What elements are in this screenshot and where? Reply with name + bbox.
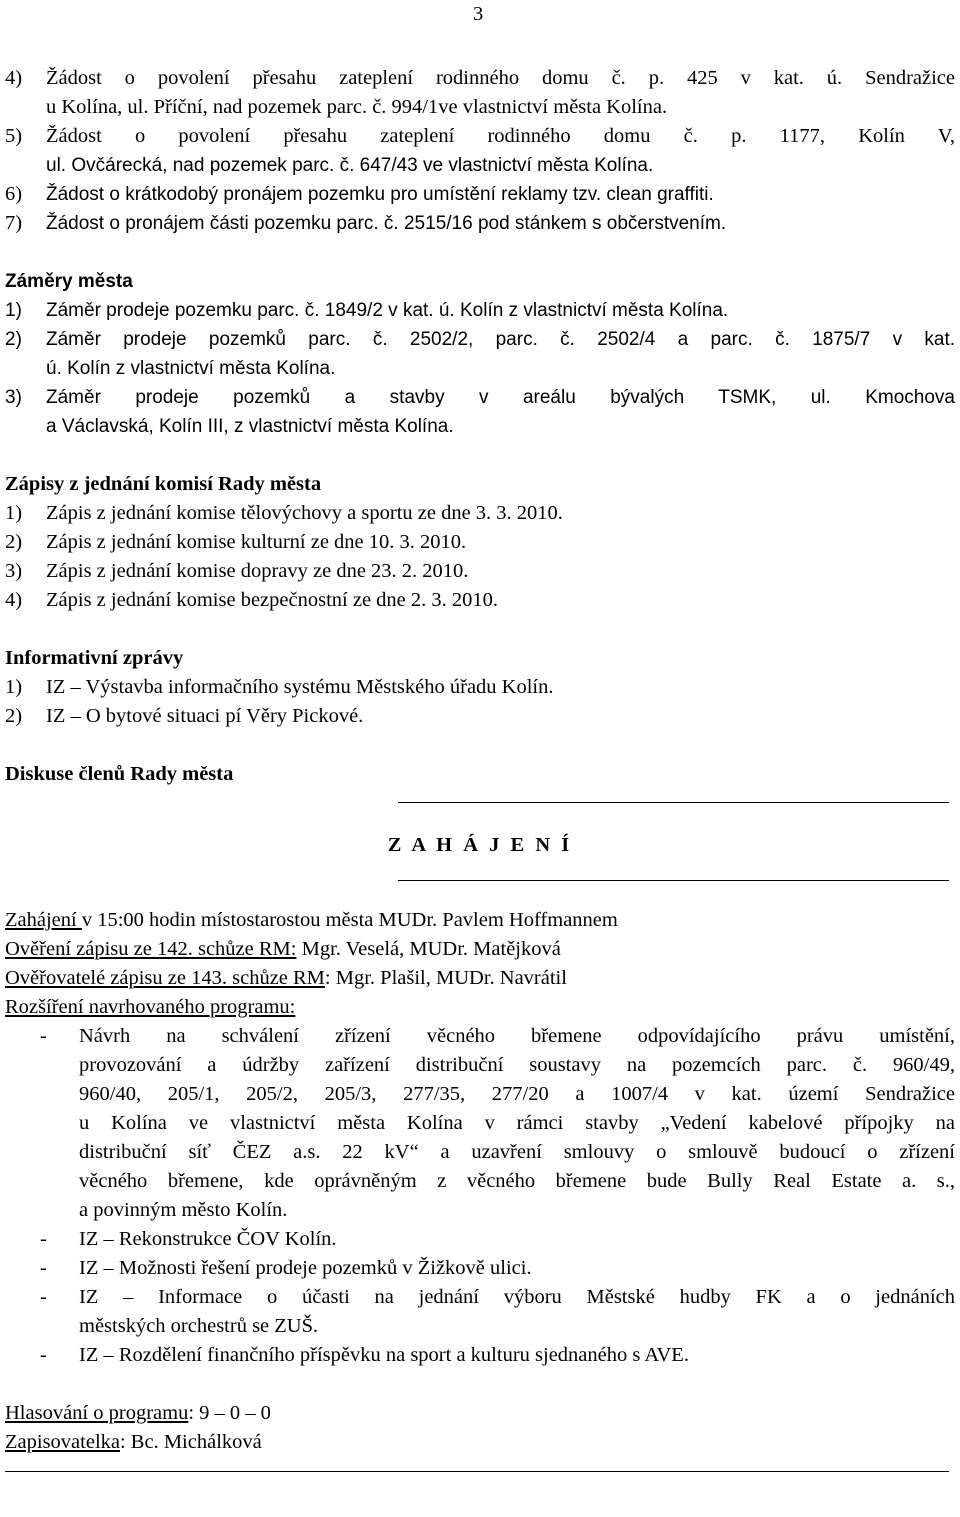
zahajeni-label: Zahájení <box>5 909 82 931</box>
item-text-line: Návrh na schválení zřízení věcného břemene odpovídajícího právu umístění, <box>79 1025 955 1047</box>
item-text-block <box>46 383 955 441</box>
item-text-line: ul. Ovčárecká, nad pozemek parc. č. 647/43 ve vlastnictví města Kolína. <box>46 155 654 176</box>
item-text-line: u Kolína ve vlastnictví města Kolína v rámci stavby „Vedení kabelové přípojky na <box>79 1112 955 1134</box>
item-dash: - <box>40 1025 47 1047</box>
section-heading-zapisy: Zápisy z jednání komisí Rady města <box>5 473 322 495</box>
zahajeni-title: Z A H Á J E N Í <box>387 834 573 856</box>
item-text-line: IZ – Rekonstrukce ČOV Kolín. <box>79 1228 337 1250</box>
item-text-line: městských orchestrů se ZUŠ. <box>79 1315 319 1337</box>
spacer <box>5 1370 955 1399</box>
agenda-extension-item <box>5 1283 955 1341</box>
horizontal-rule <box>398 860 949 881</box>
hlasovani-value: : 9 – 0 – 0 <box>188 1402 271 1424</box>
section-heading-diskuse: Diskuse členů Rady města <box>5 763 234 785</box>
item-text-line: IZ – Rozdělení finančního příspěvku na sport a kulturu sjednaného s AVE. <box>79 1344 689 1366</box>
zapisovatelka-line <box>5 1428 955 1457</box>
overovatele-value: : Mgr. Plašil, MUDr. Navrátil <box>324 967 567 989</box>
item-text-line: distribuční síť ČEZ a.s. 22 kV“ a uzavření smlouvy o smlouvě budoucí o zřízení <box>79 1141 955 1163</box>
item-number: 3) <box>5 560 23 582</box>
item-text-line: IZ – O bytové situaci pí Věry Pickové. <box>46 705 364 727</box>
item-text-line: Zápis z jednání komise dopravy ze dne 23. 2. 2010. <box>46 560 469 582</box>
zahajeni-value: v 15:00 hodin místostarostou města MUDr. Pavlem Hoffmannem <box>81 909 618 931</box>
zahajeni-line <box>5 906 955 935</box>
overovatele-label: Ověřovatelé zápisu ze 143. schůze RM <box>5 967 325 989</box>
horizontal-rule <box>5 1457 949 1472</box>
horizontal-rule <box>398 789 949 803</box>
spacer <box>5 881 955 906</box>
spacer <box>5 803 955 831</box>
item-number: 4) <box>5 67 23 89</box>
item-text-line: a povinným město Kolín. <box>79 1199 288 1221</box>
item-dash: - <box>40 1228 47 1250</box>
minutes-item <box>5 586 955 615</box>
item-text-line: Zápis z jednání komise bezpečnostní ze dne 2. 3. 2010. <box>46 589 499 611</box>
agenda-extension-list <box>5 1022 955 1370</box>
overeni-value: Mgr. Veselá, MUDr. Matějková <box>296 938 561 960</box>
item-text-line: IZ – Výstavba informačního systému Městského úřadu Kolín. <box>46 676 554 698</box>
item-dash: - <box>40 1344 47 1366</box>
item-text-line: u Kolína, ul. Příční, nad pozemek parc. č. 994/1ve vlastnictví města Kolína. <box>46 96 668 118</box>
item-number: 3) <box>5 387 22 408</box>
zapisovatelka-label: Zapisovatelka <box>5 1431 120 1453</box>
item-text-line: a Václavská, Kolín III, z vlastnictví města Kolína. <box>46 416 454 437</box>
hlasovani-label: Hlasování o programu <box>5 1402 189 1424</box>
item-number: 6) <box>5 183 23 205</box>
minutes-item <box>5 528 955 557</box>
item-text-line: provozování a údržby zařízení distribuční soustavy na pozemcích parc. č. 960/49, <box>79 1054 955 1076</box>
intent-item <box>5 383 955 441</box>
intent-item <box>5 296 955 325</box>
item-dash: - <box>40 1286 47 1308</box>
hlasovani-line <box>5 1399 955 1428</box>
item-number: 2) <box>5 705 23 727</box>
request-item <box>5 180 955 209</box>
request-item <box>5 209 955 238</box>
item-dash: - <box>40 1257 47 1279</box>
item-number: 2) <box>5 531 23 553</box>
minutes-list <box>5 499 955 615</box>
item-text-line: Žádost o povolení přesahu zateplení rodinného domu č. p. 425 v kat. ú. Sendražice <box>46 67 955 89</box>
item-text-line: Záměr prodeje pozemků parc. č. 2502/2, parc. č. 2502/4 a parc. č. 1875/7 v kat. <box>46 329 955 350</box>
item-text-block <box>46 122 955 180</box>
item-text-line: Zápis z jednání komise kulturní ze dne 10. 3. 2010. <box>46 531 467 553</box>
spacer <box>5 238 955 267</box>
item-number: 2) <box>5 329 22 350</box>
item-number: 5) <box>5 125 23 147</box>
agenda-extension-item <box>5 1022 955 1225</box>
item-text-block <box>46 64 955 122</box>
request-list <box>5 64 955 238</box>
item-text-line: 960/40, 205/1, 205/2, 205/3, 277/35, 277/20 a 1007/4 v kat. území Sendražice <box>79 1083 955 1105</box>
overovatele-line <box>5 964 955 993</box>
item-number: 1) <box>5 300 22 321</box>
request-item <box>5 122 955 180</box>
item-text-line: ú. Kolín z vlastnictví města Kolína. <box>46 358 336 379</box>
section-heading-zamery: Záměry města <box>5 271 133 292</box>
agenda-extension-item <box>5 1341 955 1370</box>
item-number: 7) <box>5 212 23 234</box>
item-text-line: Žádost o krátkodobý pronájem pozemku pro umístění reklamy tzv. clean graffiti. <box>46 184 714 205</box>
spacer <box>5 731 955 760</box>
item-number: 1) <box>5 502 23 524</box>
item-text-line: Záměr prodeje pozemku parc. č. 1849/2 v kat. ú. Kolín z vlastnictví města Kolína. <box>46 300 729 321</box>
page-content <box>5 64 955 1472</box>
item-text-line: IZ – Informace o účasti na jednání výboru Městské hudby FK a o jednáních <box>79 1286 955 1308</box>
overeni-label: Ověření zápisu ze 142. schůze RM: <box>5 938 297 960</box>
request-item <box>5 64 955 122</box>
intent-list <box>5 296 955 441</box>
info-report-item <box>5 702 955 731</box>
agenda-extension-item <box>5 1225 955 1254</box>
rozsireni-label: Rozšíření navrhovaného programu: <box>5 996 296 1018</box>
zapisovatelka-value: : Bc. Michálková <box>119 1431 262 1453</box>
item-text-line: IZ – Možnosti řešení prodeje pozemků v Žižkově ulici. <box>79 1257 532 1279</box>
item-text-block <box>79 1283 955 1341</box>
agenda-extension-item <box>5 1254 955 1283</box>
item-text-line: Záměr prodeje pozemků a stavby v areálu bývalých TSMK, ul. Kmochova <box>46 387 955 408</box>
info-report-item <box>5 673 955 702</box>
info-report-list <box>5 673 955 731</box>
item-number: 4) <box>5 589 23 611</box>
section-heading-informativni: Informativní zprávy <box>5 647 184 669</box>
page-number: 3 <box>473 3 484 25</box>
item-number: 1) <box>5 676 23 698</box>
minutes-item <box>5 557 955 586</box>
intent-item <box>5 325 955 383</box>
item-text-line: Žádost o pronájem části pozemku parc. č. 2515/16 pod stánkem s občerstvením. <box>46 213 727 234</box>
minutes-item <box>5 499 955 528</box>
rozsireni-line <box>5 993 955 1022</box>
item-text-block <box>46 325 955 383</box>
item-text-line: Žádost o povolení přesahu zateplení rodinného domu č. p. 1177, Kolín V, <box>46 125 955 147</box>
item-text-line: Zápis z jednání komise tělovýchovy a sportu ze dne 3. 3. 2010. <box>46 502 563 524</box>
item-text-block <box>79 1022 955 1225</box>
overeni-line <box>5 935 955 964</box>
spacer <box>5 441 955 470</box>
spacer <box>5 615 955 644</box>
item-text-line: věcného břemene, kde oprávněným z věcného břemene bude Bully Real Estate a. s., <box>79 1170 955 1192</box>
